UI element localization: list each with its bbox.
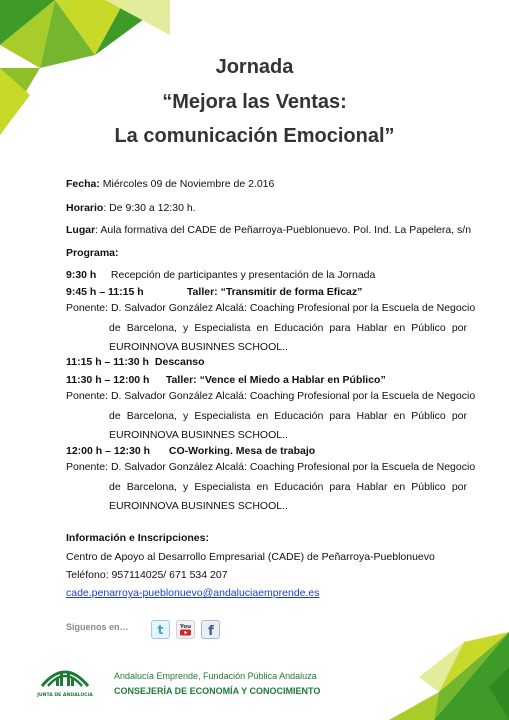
ponente-block-1: [66, 299, 476, 358]
programa-item-4: [66, 373, 386, 387]
ponente-1-line-2: de Barcelona, y Especialista en Educación para Hablar en Público por: [109, 321, 467, 334]
ponente-1-line-1: Ponente: D. Salvador González Alcalá: Coaching Profesional por la Escuela de Negocio: [66, 302, 476, 314]
ponente-2-line-2: de Barcelona, y Especialista en Educación para Hablar en Público por: [109, 409, 467, 422]
ponente-block-2: [66, 387, 476, 446]
youtube-icon[interactable]: [176, 620, 195, 639]
programa-item-2-text: Taller: “Transmitir de forma Eficaz”: [186, 286, 363, 298]
logo-caption: JUNTA DE ANDALUCIA: [37, 693, 93, 698]
junta-andalucia-logo: [36, 656, 94, 700]
ponente-1-line-3: EUROINNOVA BUSINNES SCHOOL..: [109, 341, 288, 353]
horario-value: : De 9:30 a 12:30 h.: [103, 202, 196, 214]
programa-item-5-time: 12:00 h – 12:30 h: [66, 445, 151, 457]
fecha-row: [66, 177, 274, 191]
ponente-block-3: [66, 458, 476, 517]
ponente-3-line-2: de Barcelona, y Especialista en Educación para Hablar en Público por: [109, 480, 467, 493]
footer-line-1: Andalucía Emprende, Fundación Pública Andaluza: [114, 671, 317, 681]
svg-text:f: f: [208, 624, 214, 638]
ponente-2-line-3: EUROINNOVA BUSINNES SCHOOL..: [109, 429, 288, 441]
youtube-icon-text: You: [179, 624, 192, 630]
bottom-right-decoration: [379, 632, 509, 720]
programa-item-3: [66, 355, 205, 369]
facebook-icon[interactable]: [201, 620, 220, 639]
programa-label: Programa:: [66, 247, 119, 259]
lugar-row: [66, 223, 471, 237]
twitter-icon[interactable]: [151, 620, 170, 639]
ponente-2-line-1: Ponente: D. Salvador González Alcalá: Coaching Profesional por la Escuela de Negocio: [66, 390, 476, 402]
lugar-label: Lugar: [66, 224, 96, 236]
info-centro: Centro de Apoyo al Desarrollo Empresarial (CADE) de Peñarroya-Pueblonuevo: [66, 551, 435, 563]
fecha-label: Fecha:: [66, 178, 100, 190]
info-email-link[interactable]: cade.penarroya-pueblonuevo@andaluciaemprende.es: [66, 587, 320, 599]
ponente-3-line-3: EUROINNOVA BUSINNES SCHOOL..: [109, 500, 288, 512]
programa-item-4-time: 11:30 h – 12:00 h: [66, 374, 150, 386]
programa-item-1-time: 9:30 h: [66, 269, 97, 281]
title-line-3: La comunicación Emocional”: [114, 125, 395, 147]
programa-item-3-text: Descanso: [154, 356, 205, 368]
lugar-value: : Aula formativa del CADE de Peñarroya-Pueblonuevo. Pol. Ind. La Papelera, s/n: [95, 224, 472, 236]
programa-item-3-time: 11:15 h – 11:30 h: [66, 356, 149, 368]
programa-item-1: [66, 268, 375, 282]
info-telefono: Teléfono: 957114025/ 671 534 207: [66, 569, 228, 581]
horario-row: [66, 201, 196, 215]
programa-item-1-text: Recepción de participantes y presentación de la Jornada: [110, 269, 376, 281]
fecha-value: Miércoles 09 de Noviembre de 2.016: [102, 178, 275, 190]
svg-text:t: t: [157, 623, 164, 637]
programa-item-5-text: CO-Working. Mesa de trabajo: [168, 445, 316, 457]
programa-item-4-text: Taller: “Vence el Miedo a Hablar en Público”: [165, 374, 386, 386]
ponente-3-line-1: Ponente: D. Salvador González Alcalá: Coaching Profesional por la Escuela de Negocio: [66, 461, 476, 473]
info-heading: Información e Inscripciones:: [66, 532, 209, 544]
social-label: Síguenos en…: [66, 622, 129, 632]
footer-line-2: CONSEJERÍA DE ECONOMÍA Y CONOCIMIENTO: [114, 686, 321, 696]
title-line-2: “Mejora las Ventas:: [162, 91, 347, 113]
programa-item-2-time: 9:45 h – 11:15 h: [66, 286, 144, 298]
title-line-1: Jornada: [215, 56, 294, 78]
programa-item-5: [66, 444, 315, 458]
programa-item-2: [66, 285, 362, 299]
horario-label: Horario: [66, 202, 104, 214]
